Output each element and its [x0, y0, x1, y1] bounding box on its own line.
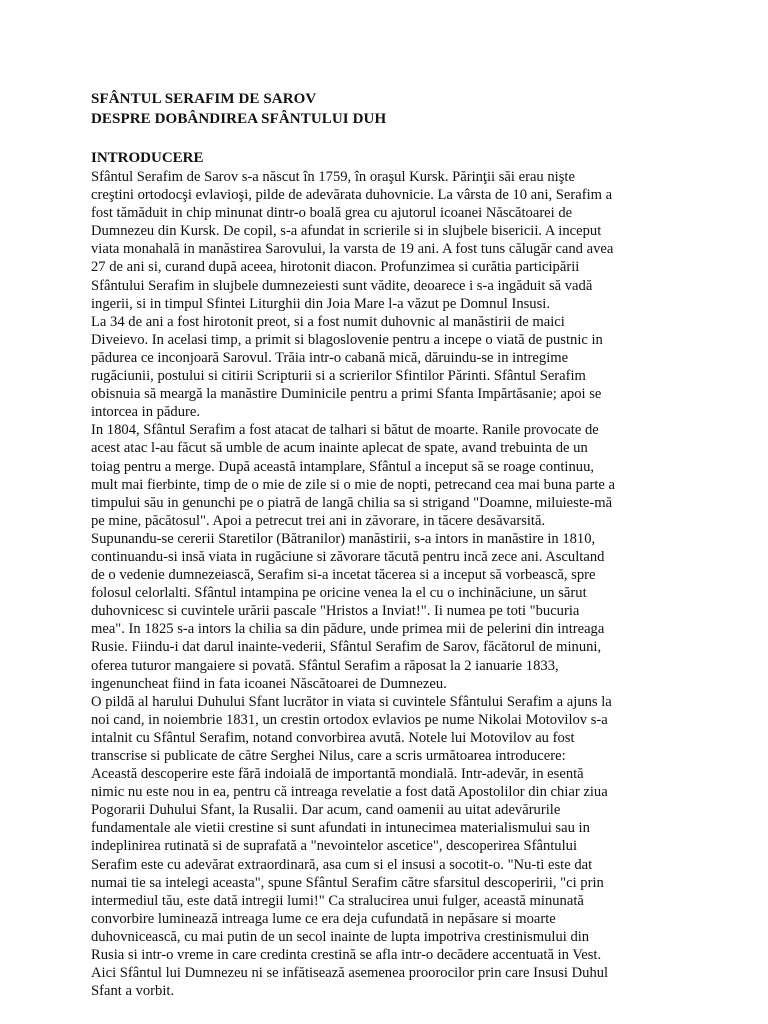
text-line: de o vedenie dumnezeiască, Serafim si-a incetat tăcerea si a inceput să vorbească, spre	[91, 567, 596, 584]
text-line: Aici Sfântul lui Dumnezeu ni se infătisează asemenea proorocilor prin care Insusi Duhul	[91, 965, 609, 982]
text-line: mult mai fierbinte, timp de o mie de zile si o mie de nopti, petrecand cea mai buna parte a	[91, 476, 615, 493]
text-line: intorcea in pădure.	[91, 404, 200, 421]
text-line: fost tămăduit in chip minunat dintr-o boală grea cu ajutorul icoanei Născătoarei de	[91, 205, 573, 222]
text-line: ingenuncheat fiind in fata icoanei Născătoarei de Dumnezeu.	[91, 675, 447, 692]
text-line: fundamentale ale vietii crestine si sunt afundati in intunecimea materialismului sau in	[91, 820, 590, 837]
text-line: mea". In 1825 s-a intors la chilia sa din pădure, unde primea mii de pelerini din intreaga	[91, 621, 605, 638]
text-line: convorbire luminează intreaga lume ce era deja cufundată in nepăsare si moarte	[91, 910, 556, 927]
text-line: duhovnicească, cu mai putin de un secol inainte de lupta impotriva crestinismului din	[91, 928, 590, 945]
text-line: Supunandu-se cererii Staretilor (Bătranilor) manăstirii, s-a intors in manăstire in 1810,	[91, 530, 596, 547]
text-line: ingerii, si in timpul Sfintei Liturghii din Joia Mare l-a văzut pe Domnul Insusi.	[91, 295, 550, 312]
text-line: O pildă al harului Duhului Sfant lucrător in viata si cuvintele Sfântului Serafim a ajuns la	[91, 693, 612, 710]
text-line: Diveievo. In acelasi timp, a primit si blagoslovenie pentru a incepe o viată de pustnic in	[91, 331, 603, 348]
text-line: duhovnicesc si cuvintele urării pascale "Hristos a Inviat!". Ii numea pe toti "bucuria	[91, 603, 580, 620]
text-line: numai tie sa intelegi aceasta", spune Sfântul Serafim către sfarsitul descoperirii, "ci prin	[91, 874, 604, 891]
text-line: Rusie. Fiindu-i dat darul inainte-vederii, Sfântul Serafim de Sarov, făcătorul de minuni,	[91, 639, 602, 656]
text-line: Sfant a vorbit.	[91, 983, 175, 1000]
text-line: indeplinirea rutinată si de suprafată a "nevointelor ascetice", descoperirea Sfântului	[91, 838, 578, 855]
text-line: Rusia si intr-o vreme in care credinta crestină se afla intr-o decădere accentuată in Vest.	[91, 947, 602, 964]
text-line: Dumnezeu din Kursk. De copil, s-a afundat in scrierile si in slujbele bisericii. A inceput	[91, 223, 602, 240]
text-line: Serafim este cu adevărat extraordinară, asa cum si el insusi a socotit-o. "Nu-ti este dat	[91, 856, 593, 873]
section-heading: INTRODUCERE	[91, 150, 204, 166]
text-line: viata monahală in manăstirea Sarovului, la varsta de 19 ani. A fost tuns călugăr cand avea	[91, 241, 614, 258]
text-line: Sfântul Serafim de Sarov s-a născut în 1759, în oraşul Kursk. Părinţii săi erau nişte	[91, 169, 575, 185]
text-line: rugăciunii, postului si citirii Scripturii si a scrierilor Sfintilor Părinti. Sfântul Serafim	[91, 368, 586, 385]
text-line: Sfântului Serafim in slujbele dumnezeiesti sunt vădite, deoarece i s-a ingăduit să vadă	[91, 277, 593, 294]
text-line: La 34 de ani a fost hirotonit preot, si a fost numit duhovnic al manăstirii de maici	[91, 313, 565, 330]
text-line: intermediul tău, este dată intregii lumi!" Ca stralucirea unui fulger, această minunată	[91, 892, 584, 909]
document-title	[91, 89, 691, 129]
body-text	[91, 168, 691, 1000]
text-line: intalnit cu Sfântul Serafim, notand convorbirea avută. Notele lui Motovilov au fost	[91, 729, 575, 746]
text-line: pe mine, păcătosul". Apoi a petrecut trei ani in zăvorare, in tăcere desăvarsită.	[91, 512, 546, 529]
document-page	[91, 89, 691, 1000]
text-line: In 1804, Sfântul Serafim a fost atacat de talhari si bătut de moarte. Ranile provocate de	[91, 422, 599, 439]
text-line: timpului său in genunchi pe o piatră de langă chilia sa si strigand "Doamne, miluieste-mă	[91, 494, 613, 511]
text-line: toiag pentru a merge. După această intamplare, Sfântul a inceput să se roage continuu,	[91, 458, 595, 475]
text-line: acest atac l-au făcut să umble de acum inainte aplecat de spate, avand trebuinta de un	[91, 440, 588, 457]
text-line: Pogorarii Duhului Sfant, la Rusalii. Dar acum, cand oamenii au uitat adevărurile	[91, 802, 561, 819]
text-line: pădurea ce inconjoară Sarovul. Trăia intr-o cabană mică, dăruindu-se in intregime	[91, 349, 569, 366]
text-line: oferea tuturor mangaiere si povată. Sfântul Serafim a răposat la 2 ianuarie 1833,	[91, 657, 559, 674]
text-line: continuandu-si insă viata in rugăciune si zăvorare tăcută pentru incă zece ani. Ascultand	[91, 548, 605, 565]
text-line: noi cand, in noiembrie 1831, un crestin ortodox evlavios pe nume Nikolai Motovilov s-a	[91, 711, 608, 728]
title-line-1: SFÂNTUL SERAFIM DE SAROV	[91, 91, 317, 107]
text-line: transcrise si publicate de către Serghei Nilus, care a scris următoarea introducere:	[91, 748, 566, 764]
text-line: 27 de ani si, curand după aceea, hirotonit diacon. Profunzimea si curătia participării	[91, 259, 580, 276]
title-line-2: DESPRE DOBÂNDIREA SFÂNTULUI DUH	[91, 111, 387, 127]
text-line: creştini ortodocşi evlavioşi, pilde de adevărata duhovnicie. La vârsta de 10 ani, Serafim a	[91, 187, 613, 204]
text-line: folosul celorlalti. Sfântul intampina pe oricine venea la el cu o inchinăciune, un sărut	[91, 585, 587, 602]
text-line: nimic nu este nou in ea, pentru că intreaga revelatie a fost dată Apostolilor din chiar ziua	[91, 784, 608, 801]
text-line: Această descoperire este fără indoială de importantă mondială. Intr-adevăr, in esentă	[91, 766, 584, 783]
text-line: obisnuia să meargă la manăstire Duminicile pentru a primi Sfanta Impărtăsanie; apoi se	[91, 386, 602, 403]
